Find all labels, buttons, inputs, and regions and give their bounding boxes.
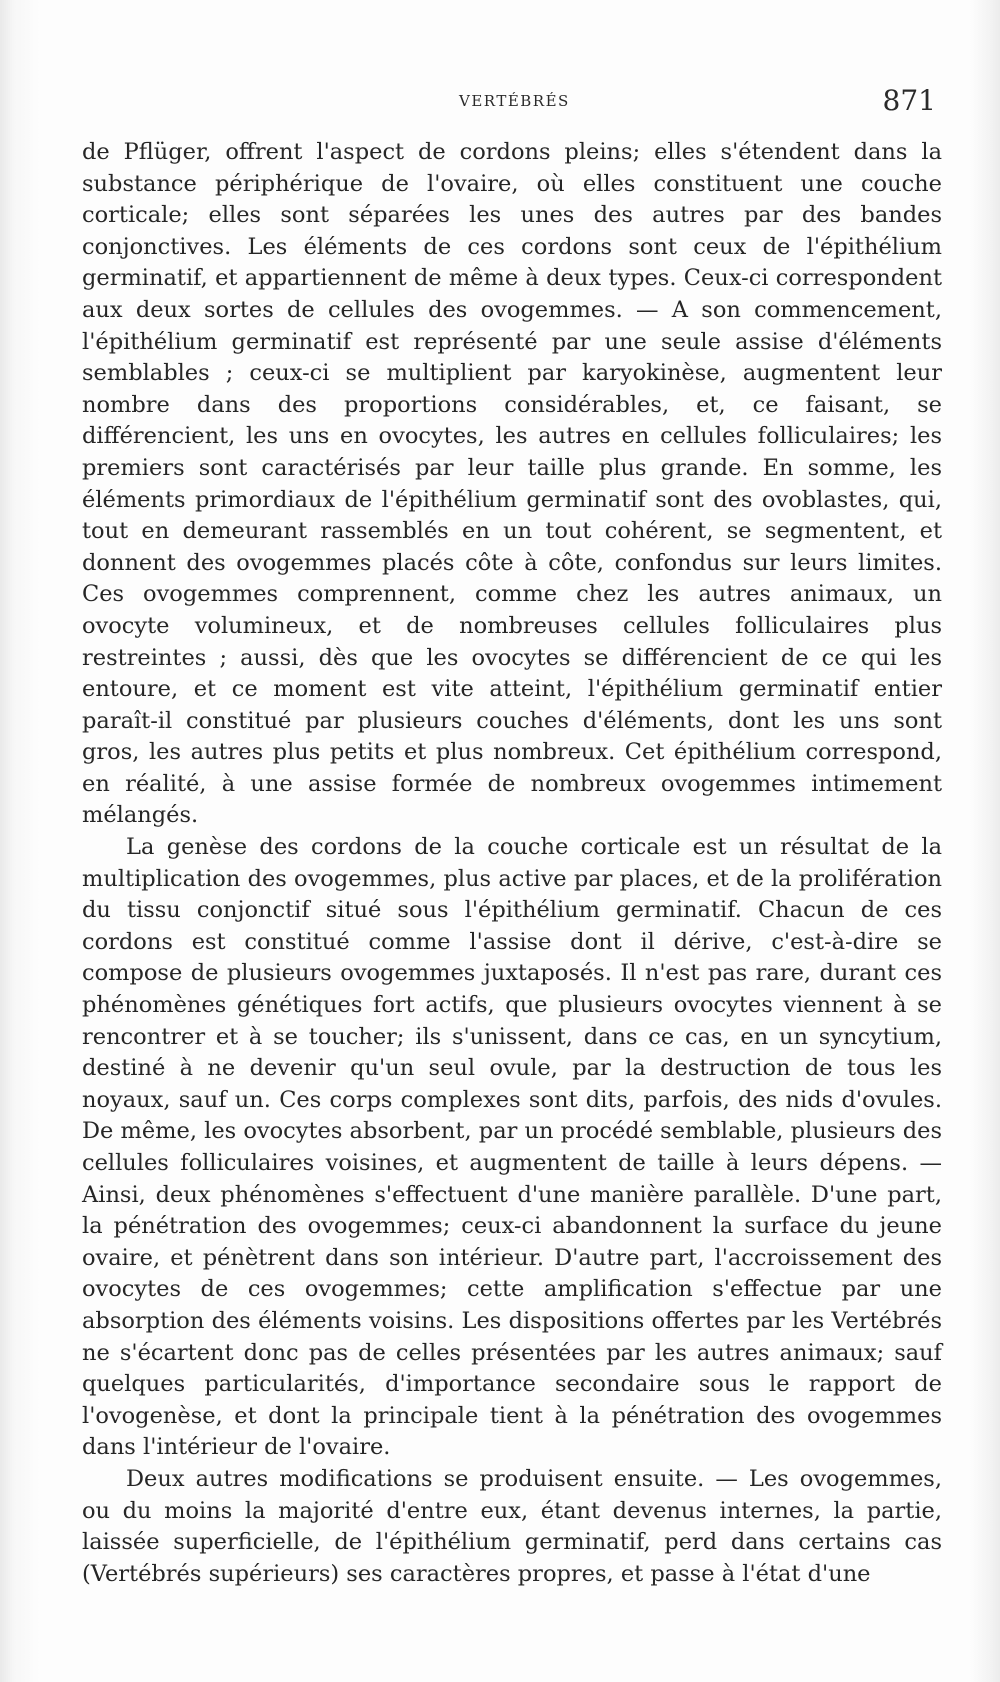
paragraph-1: de Pflüger, offrent l'aspect de cordons pleins; elles s'étendent dans la substance périphérique de l'ovaire, où elles constituent une couche corticale; elles sont séparées les unes des autres par des bandes conjonctives. Les éléments de ces cordons sont ceux de l'épithélium germinatif, et appartiennent de même à deux types. Ceux-ci correspondent aux deux sortes de cellules des ovogemmes. — A son commencement, l'épithélium germinatif est représenté par une seule assise d'éléments semblables ; ceux-ci se multiplient par karyokinèse, augmentent leur nombre dans des proportions considérables, et, ce faisant, se différencient, les uns en ovocytes, les autres en cellules folliculaires; les premiers sont caractérisés par leur taille plus grande. En somme, les éléments primordiaux de l'épithélium germinatif sont des ovoblastes, qui, tout en demeurant rassemblés en un tout cohérent, se segmentent, et donnent des ovogemmes placés côte à côte, confondus sur leurs limites. Ces ovogemmes comprennent, comme chez les autres animaux, un ovocyte volumineux, et de nombreuses cellules folliculaires plus restreintes ; aussi, dès que les ovocytes se différencient de ce qui les entoure, et ce moment est vite atteint, l'épithélium germinatif entier paraît-il constitué par plusieurs couches d'éléments, dont les uns sont gros, les autres plus petits et plus nombreux. Cet épithélium correspond, en réalité, à une assise formée de nombreux ovogemmes intimement mélangés. (82, 139, 942, 829)
page-header (82, 84, 940, 124)
page-number: 871 (882, 84, 936, 117)
running-title: VERTÉBRÉS (459, 92, 570, 110)
paragraph-3: Deux autres modifications se produisent ensuite. — Les ovogemmes, ou du moins la majorité d'entre eux, étant devenus internes, la partie, laissée superficielle, de l'épithélium germinatif, perd dans certains cas (Vertébrés supérieurs) ses caractères propres, et passe à l'état d'une (82, 1465, 942, 1587)
body-text (82, 137, 942, 1590)
paragraph-2: La genèse des cordons de la couche corticale est un résultat de la multiplication des ovogemmes, plus active par places, et de la prolifération du tissu conjonctif situé sous l'épithélium germinatif. Chacun de ces cordons est constitué comme l'assise dont il dérive, c'est-à-dire se compose de plusieurs ovogemmes juxtaposés. Il n'est pas rare, durant ces phénomènes génétiques fort actifs, que plusieurs ovocytes viennent à se rencontrer et à se toucher; ils s'unissent, dans ce cas, en un syncytium, destiné à ne devenir qu'un seul ovule, par la destruction de tous les noyaux, sauf un. Ces corps complexes sont dits, parfois, des nids d'ovules. De même, les ovocytes absorbent, par un procédé semblable, plusieurs des cellules folliculaires voisines, et augmentent de taille à leurs dépens. — Ainsi, deux phénomènes s'effectuent d'une manière parallèle. D'une part, la pénétration des ovogemmes; ceux-ci abandonnent la surface du jeune ovaire, et pénètrent dans son intérieur. D'autre part, l'accroissement des ovocytes de ces ovogemmes; cette amplification s'effectue par une absorption des éléments voisins. Les dispositions offertes par les Vertébrés ne s'écartent donc pas de celles présentées par les autres animaux; sauf quelques particularités, d'importance secondaire sous le rapport de l'ovogenèse, et dont la principale tient à la pénétration des ovogemmes dans l'intérieur de l'ovaire. (82, 834, 942, 1461)
